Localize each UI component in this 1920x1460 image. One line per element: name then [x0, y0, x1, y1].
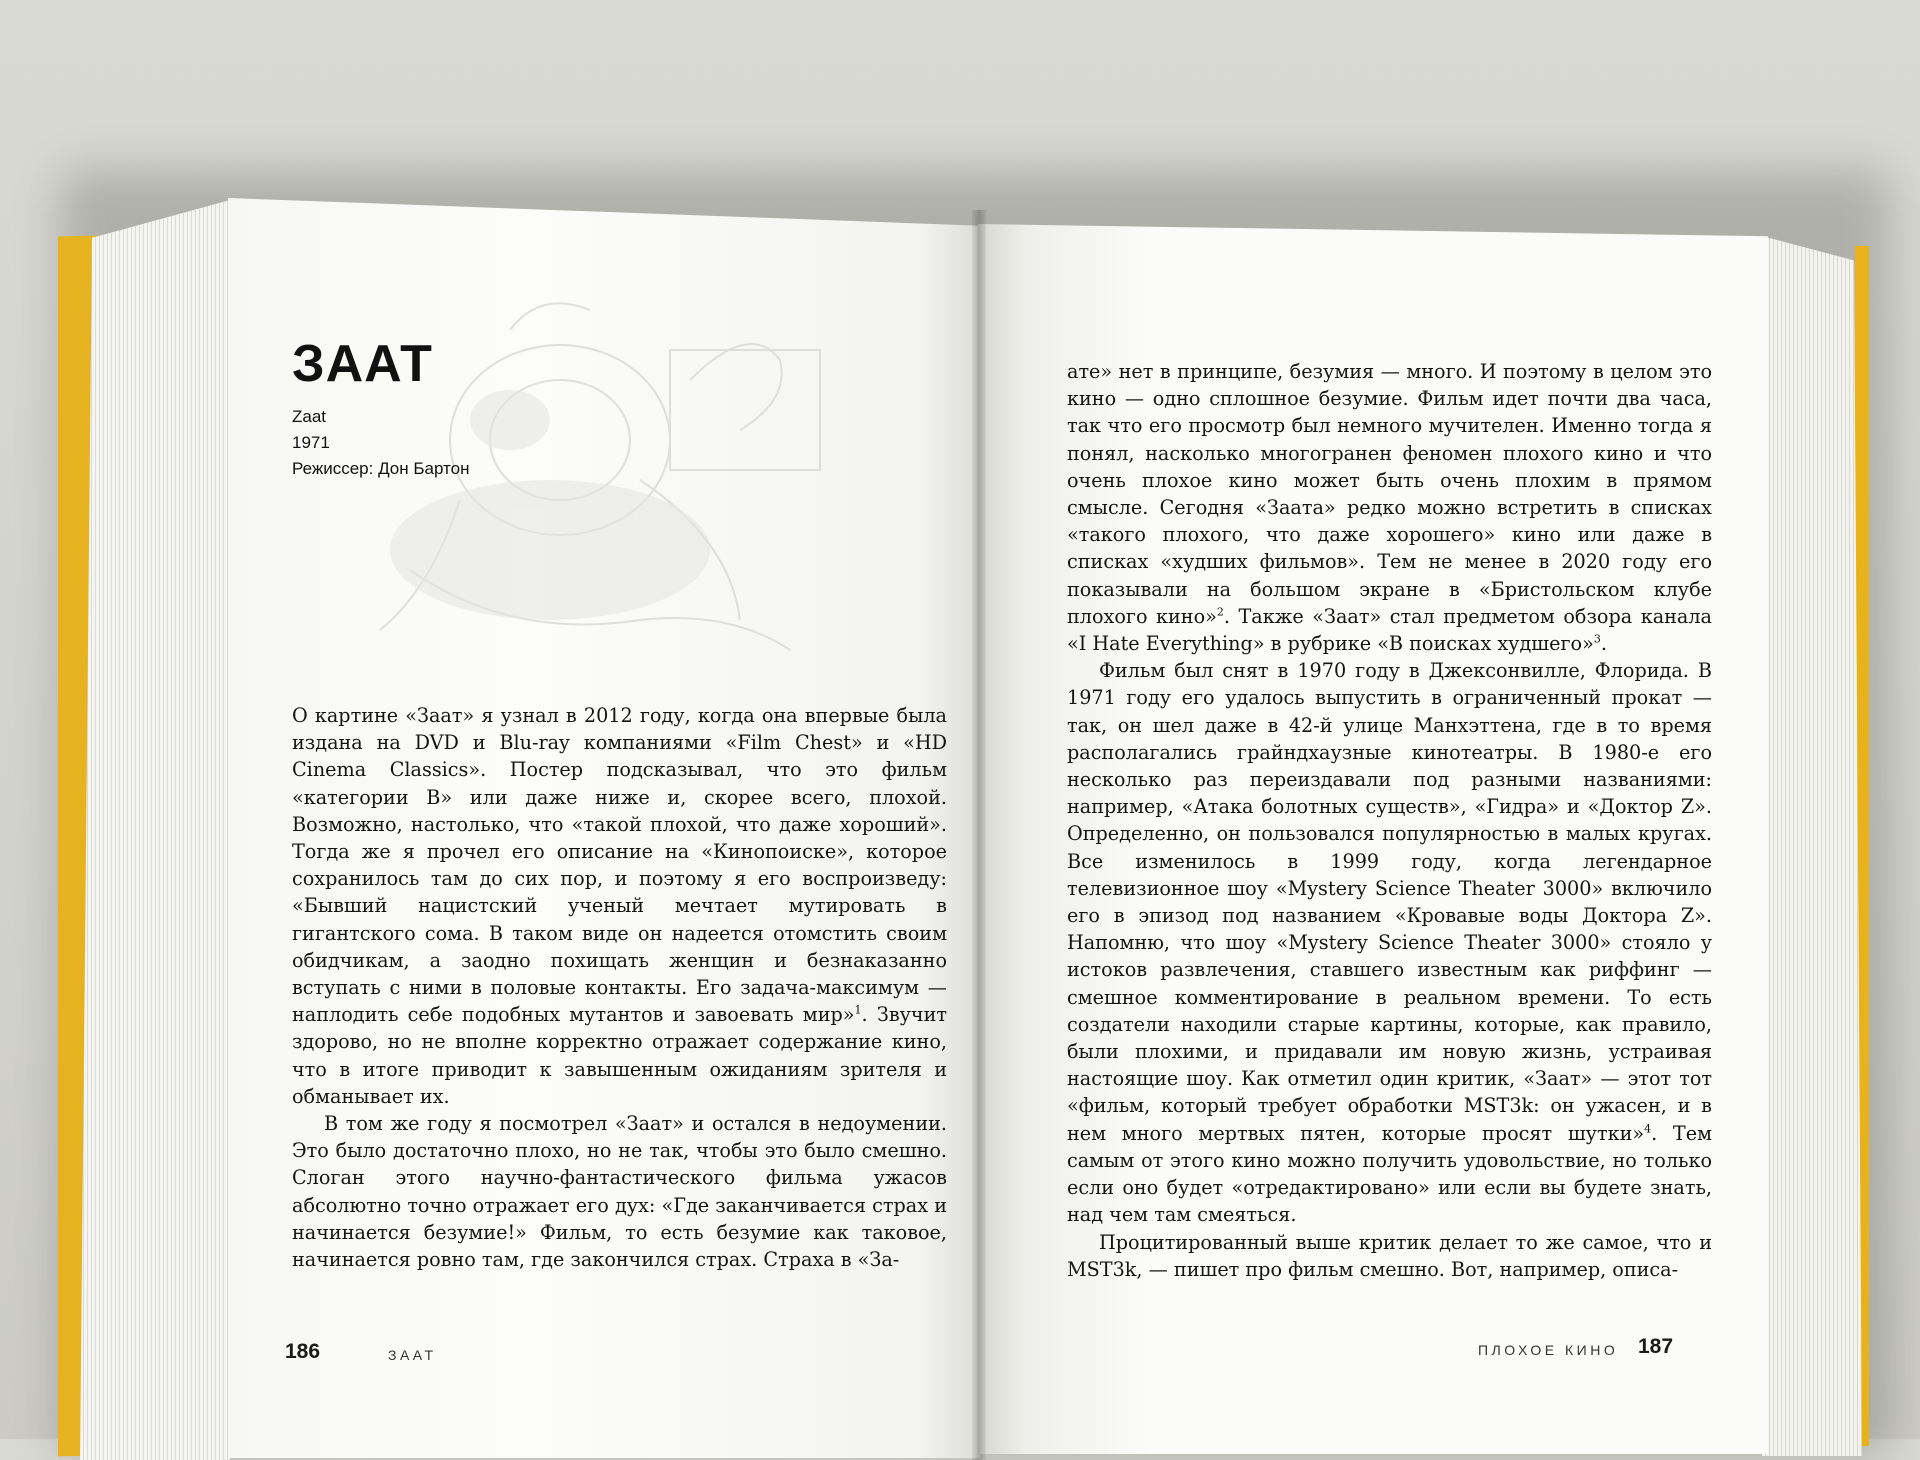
page-edges-left: [80, 200, 230, 1460]
page-number-right: 187: [1638, 1335, 1674, 1358]
book-gutter: [972, 210, 986, 1460]
paragraph: В том же году я посмотрел «Заат» и остался в недоумении. Это было достаточно плохо, но не так, чтобы это было смешно. Слоган этого научно-фантастического фильма ужасов абсолютно точно отражает его дух: «Где заканчивается страх и начинается безумие!» Фильм, то есть безумие как таковое, начинается ровно там, где закончился страх. Страха в «За-: [292, 1112, 947, 1272]
director: Режиссер: Дон Бартон: [292, 459, 470, 478]
page-edges-right: [1762, 236, 1862, 1456]
chapter-heading: [292, 335, 470, 482]
paragraph: О картине «Заат» я узнал в 2012 году, когда она впервые была издана на DVD и Blu-ray компаниями «Film Chest» и «HD Cinema Classics». Постер подсказывал, что это фильм «категории B» или даже ниже и, скорее всего, плохой. Возможно, настолько, что «такой плохой, что даже хороший». Тогда же я прочел его описание на «Кинопоиске», которое сохранилось там до сих пор, и поэтому я его воспроизведу: «Бывший нацистский ученый мечтает мутировать в гигантского сома. В таком виде он надеется отомстить своим обидчикам, а заодно похищать женщин и безнаказанно вступать с ними в половые контакты. Его задача-максимум — наплодить себе подобных мутантов и завоевать мир»$^1$. Звучит здорово, но не вполне корректно отражает содержание кино, что в итоге приводит к завышенным ожиданиям зрителя и обманывает их.: [292, 704, 947, 1108]
chapter-title: ЗААТ: [292, 335, 433, 393]
original-title: Zaat: [292, 407, 327, 426]
footnote-ref: 4: [1644, 1122, 1652, 1136]
left-page-body: [292, 702, 947, 1273]
right-page-body: [1067, 358, 1712, 1283]
running-head-right: ПЛОХОЕ КИНО: [1478, 1342, 1619, 1358]
running-head-left: ЗААТ: [388, 1347, 437, 1363]
footnote-ref: 3: [1593, 632, 1601, 646]
footnote-ref: 2: [1216, 605, 1224, 619]
film-metadata: [292, 404, 469, 482]
paragraph: Процитированный выше критик делает то же самое, что и MST3k, — пишет про фильм смешно. Вот, например, описа-: [1067, 1230, 1712, 1281]
footnote-ref: 1: [854, 1003, 862, 1017]
paragraph: Фильм был снят в 1970 году в Джексонвилле, Флорида. В 1971 году его удалось выпустить в ограниченный прокат — так, он шел даже в 42-й улице Манхэттена, где в то время располагались грайндхаузные кинотеатры. В 1980-е его несколько раз переиздавали под разными названиями: например, «Атака болотных существ», «Гидра» и «Доктор Z». Определенно, он пользовался популярностью в малых кругах. Все изменилось в 1999 году, когда легендарное телевизионное шоу «Mystery Science Theater 3000» включило его в эпизод под названием «Кровавые воды Доктора Z». Напомню, что шоу «Mystery Science Theater 3000» стояло у истоков развлечения, ставшего известным как риффинг — смешное комментирование в реальном времени. То есть создатели находили старые картины, которые, как правило, были плохими, и придавали им новую жизнь, устраивая настоящие шоу. Как отметил один критик, «Заат» — этот тот «фильм, который требует обработки MST3k: он ужасен, и в нем много мертвых пятен, которые просят шутки»$^4$. Тем самым от этого кино можно получить удовольствие, но только если оно будет «отредактировано» или если вы будете знать, над чем там смеяться.: [1067, 659, 1712, 1227]
release-year: 1971: [292, 433, 330, 452]
paragraph: ате» нет в принципе, безумия — много. И поэтому в целом это кино — одно сплошное безумие. Фильм идет почти два часа, так что его просмотр был немного мучителен. Именно тогда я понял, насколько многогранен феномен плохого кино и что очень плохое кино может быть очень плохим в прямом смысле. Сегодня «Заата» редко можно встретить в списках «такого плохого, что даже хорошего» кино или даже в списках «худших фильмов». Тем не менее в 2020 году его показывали на большом экране в «Бристольском клубе плохого кино»$^2$. Также «Заат» стал предметом обзора канала «I Hate Everything» в рубрике «В поисках худшего»$^3$.: [1067, 360, 1712, 656]
page-number-left: 186: [285, 1340, 321, 1363]
